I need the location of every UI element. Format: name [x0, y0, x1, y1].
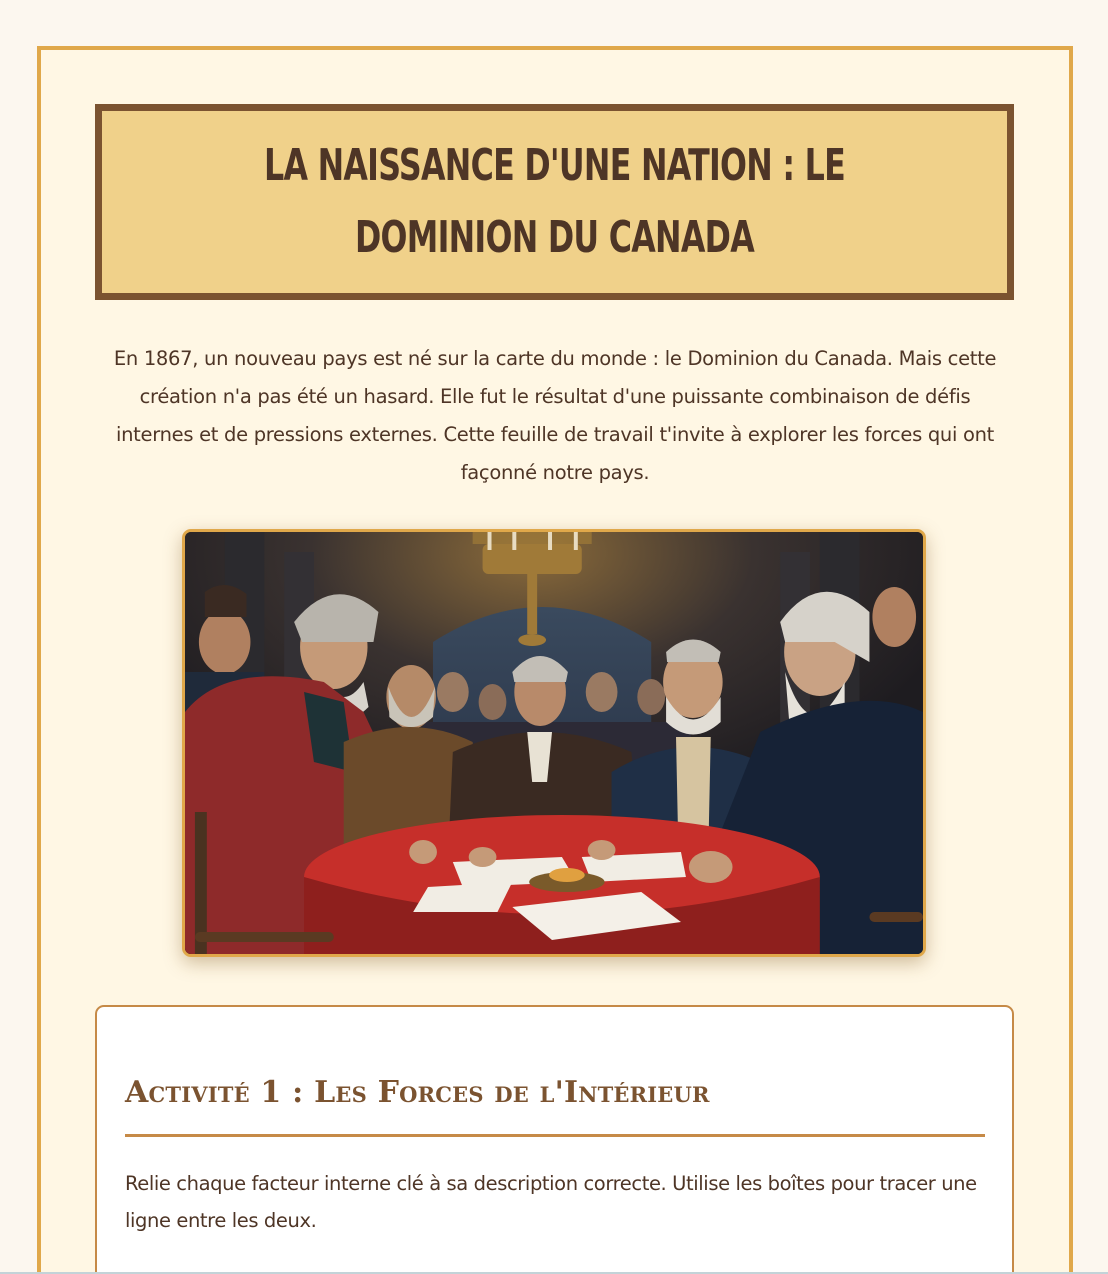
worksheet	[37, 46, 1073, 1274]
confederation-illustration	[182, 529, 926, 957]
intro-paragraph: En 1867, un nouveau pays est né sur la carte du monde : le Dominion du Canada. Mais cette création n'a pas été un hasard. Elle fut le résultat d'une puissante combinaison de défis internes et de pressions externes. Cette feuille de travail t'invite à explorer les forces qui ont façonné notre pays.	[113, 347, 997, 484]
activity-1-heading: Activité 1 : Les Forces de l'Intérieur	[125, 1075, 710, 1110]
meeting-scene-image	[185, 532, 923, 954]
heading-divider	[125, 1134, 985, 1137]
activity-1-instructions: Relie chaque facteur interne clé à sa description correcte. Utilise les boîtes pour tracer une ligne entre les deux.	[125, 1172, 977, 1232]
title-banner	[95, 104, 1014, 300]
activity-1-card	[95, 1005, 1014, 1274]
page-title: LA NAISSANCE D'UNE NATION : LE DOMINION DU CANADA	[264, 140, 845, 263]
